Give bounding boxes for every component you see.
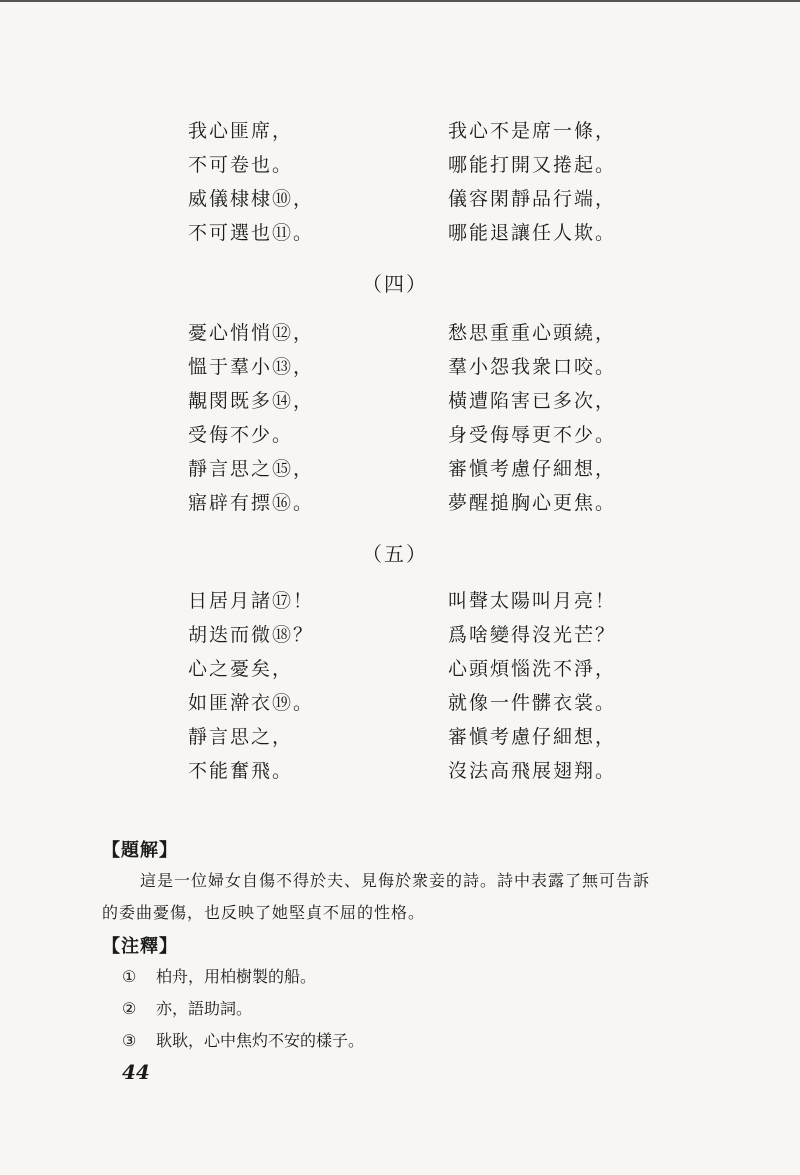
poem-line-original: 胡迭而微⑱？ xyxy=(188,624,315,646)
poem-line-translation: 審愼考慮仔細想， xyxy=(448,458,617,480)
zhushi-heading: 【注釋】 xyxy=(102,936,178,957)
poem-line-translation: 叫聲太陽叫月亮！ xyxy=(448,590,617,612)
poem-line-original: 我心匪席， xyxy=(188,120,294,142)
poem-line-translation: 儀容閑靜品行端， xyxy=(448,188,617,210)
poem-line-original: 憂心悄悄⑫， xyxy=(188,322,315,344)
poem-line-translation: 身受侮辱更不少。 xyxy=(448,424,617,446)
poem-line-original: 靜言思之⑮， xyxy=(188,458,315,480)
section-label-5: （五） xyxy=(362,542,428,566)
poem-line-original: 不可選也⑪。 xyxy=(188,222,315,244)
poem-line-original: 受侮不少。 xyxy=(188,424,294,446)
poem-line-original: 不可卷也。 xyxy=(188,154,294,176)
tijie-text-line-2: 的委曲憂傷，也反映了她堅貞不屈的性格。 xyxy=(102,903,426,922)
poem-line-translation: 愁思重重心頭繞， xyxy=(448,322,617,344)
poem-line-translation: 沒法高飛展翅翔。 xyxy=(448,760,617,782)
page-number: 44 xyxy=(122,1060,150,1084)
note-number: ② xyxy=(122,999,137,1018)
tijie-text-line-1: 這是一位婦女自傷不得於夫、見侮於衆妾的詩。詩中表露了無可告訴 xyxy=(140,871,651,890)
poem-line-translation: 夢醒搥胸心更焦。 xyxy=(448,492,617,514)
poem-line-translation: 審愼考慮仔細想， xyxy=(448,726,617,748)
poem-line-translation: 爲啥變得沒光芒？ xyxy=(448,624,617,646)
poem-line-original: 寤辟有摽⑯。 xyxy=(188,492,315,514)
poem-line-original: 不能奮飛。 xyxy=(188,760,294,782)
poem-line-original: 如匪澣衣⑲。 xyxy=(188,692,315,714)
top-border xyxy=(0,0,800,2)
note-item xyxy=(122,964,316,987)
note-item xyxy=(122,1028,364,1051)
poem-line-translation: 橫遭陷害已多次， xyxy=(448,390,617,412)
note-text: 柏舟，用柏樹製的船。 xyxy=(156,967,317,986)
poem-line-original: 覯閔既多⑭， xyxy=(188,390,315,412)
note-number: ③ xyxy=(122,1031,137,1050)
poem-line-original: 威儀棣棣⑩， xyxy=(188,188,315,210)
note-item xyxy=(122,996,252,1019)
poem-line-original: 日居月諸⑰！ xyxy=(188,590,315,612)
poem-line-translation: 就像一件髒衣裳。 xyxy=(448,692,617,714)
poem-line-translation: 羣小怨我衆口咬。 xyxy=(448,356,617,378)
note-number: ① xyxy=(122,967,137,986)
note-text: 耿耿，心中焦灼不安的樣子。 xyxy=(156,1031,365,1050)
note-text: 亦，語助詞。 xyxy=(156,999,253,1018)
poem-line-original: 慍于羣小⑬， xyxy=(188,356,315,378)
tijie-heading: 【題解】 xyxy=(102,840,178,861)
poem-line-translation: 哪能退讓任人欺。 xyxy=(448,222,617,244)
section-label-4: （四） xyxy=(362,272,428,296)
poem-line-original: 心之憂矣， xyxy=(188,658,294,680)
poem-line-translation: 哪能打開又捲起。 xyxy=(448,154,617,176)
poem-line-translation: 心頭煩惱洗不淨， xyxy=(448,658,617,680)
poem-line-original: 靜言思之， xyxy=(188,726,294,748)
poem-line-translation: 我心不是席一條， xyxy=(448,120,617,142)
